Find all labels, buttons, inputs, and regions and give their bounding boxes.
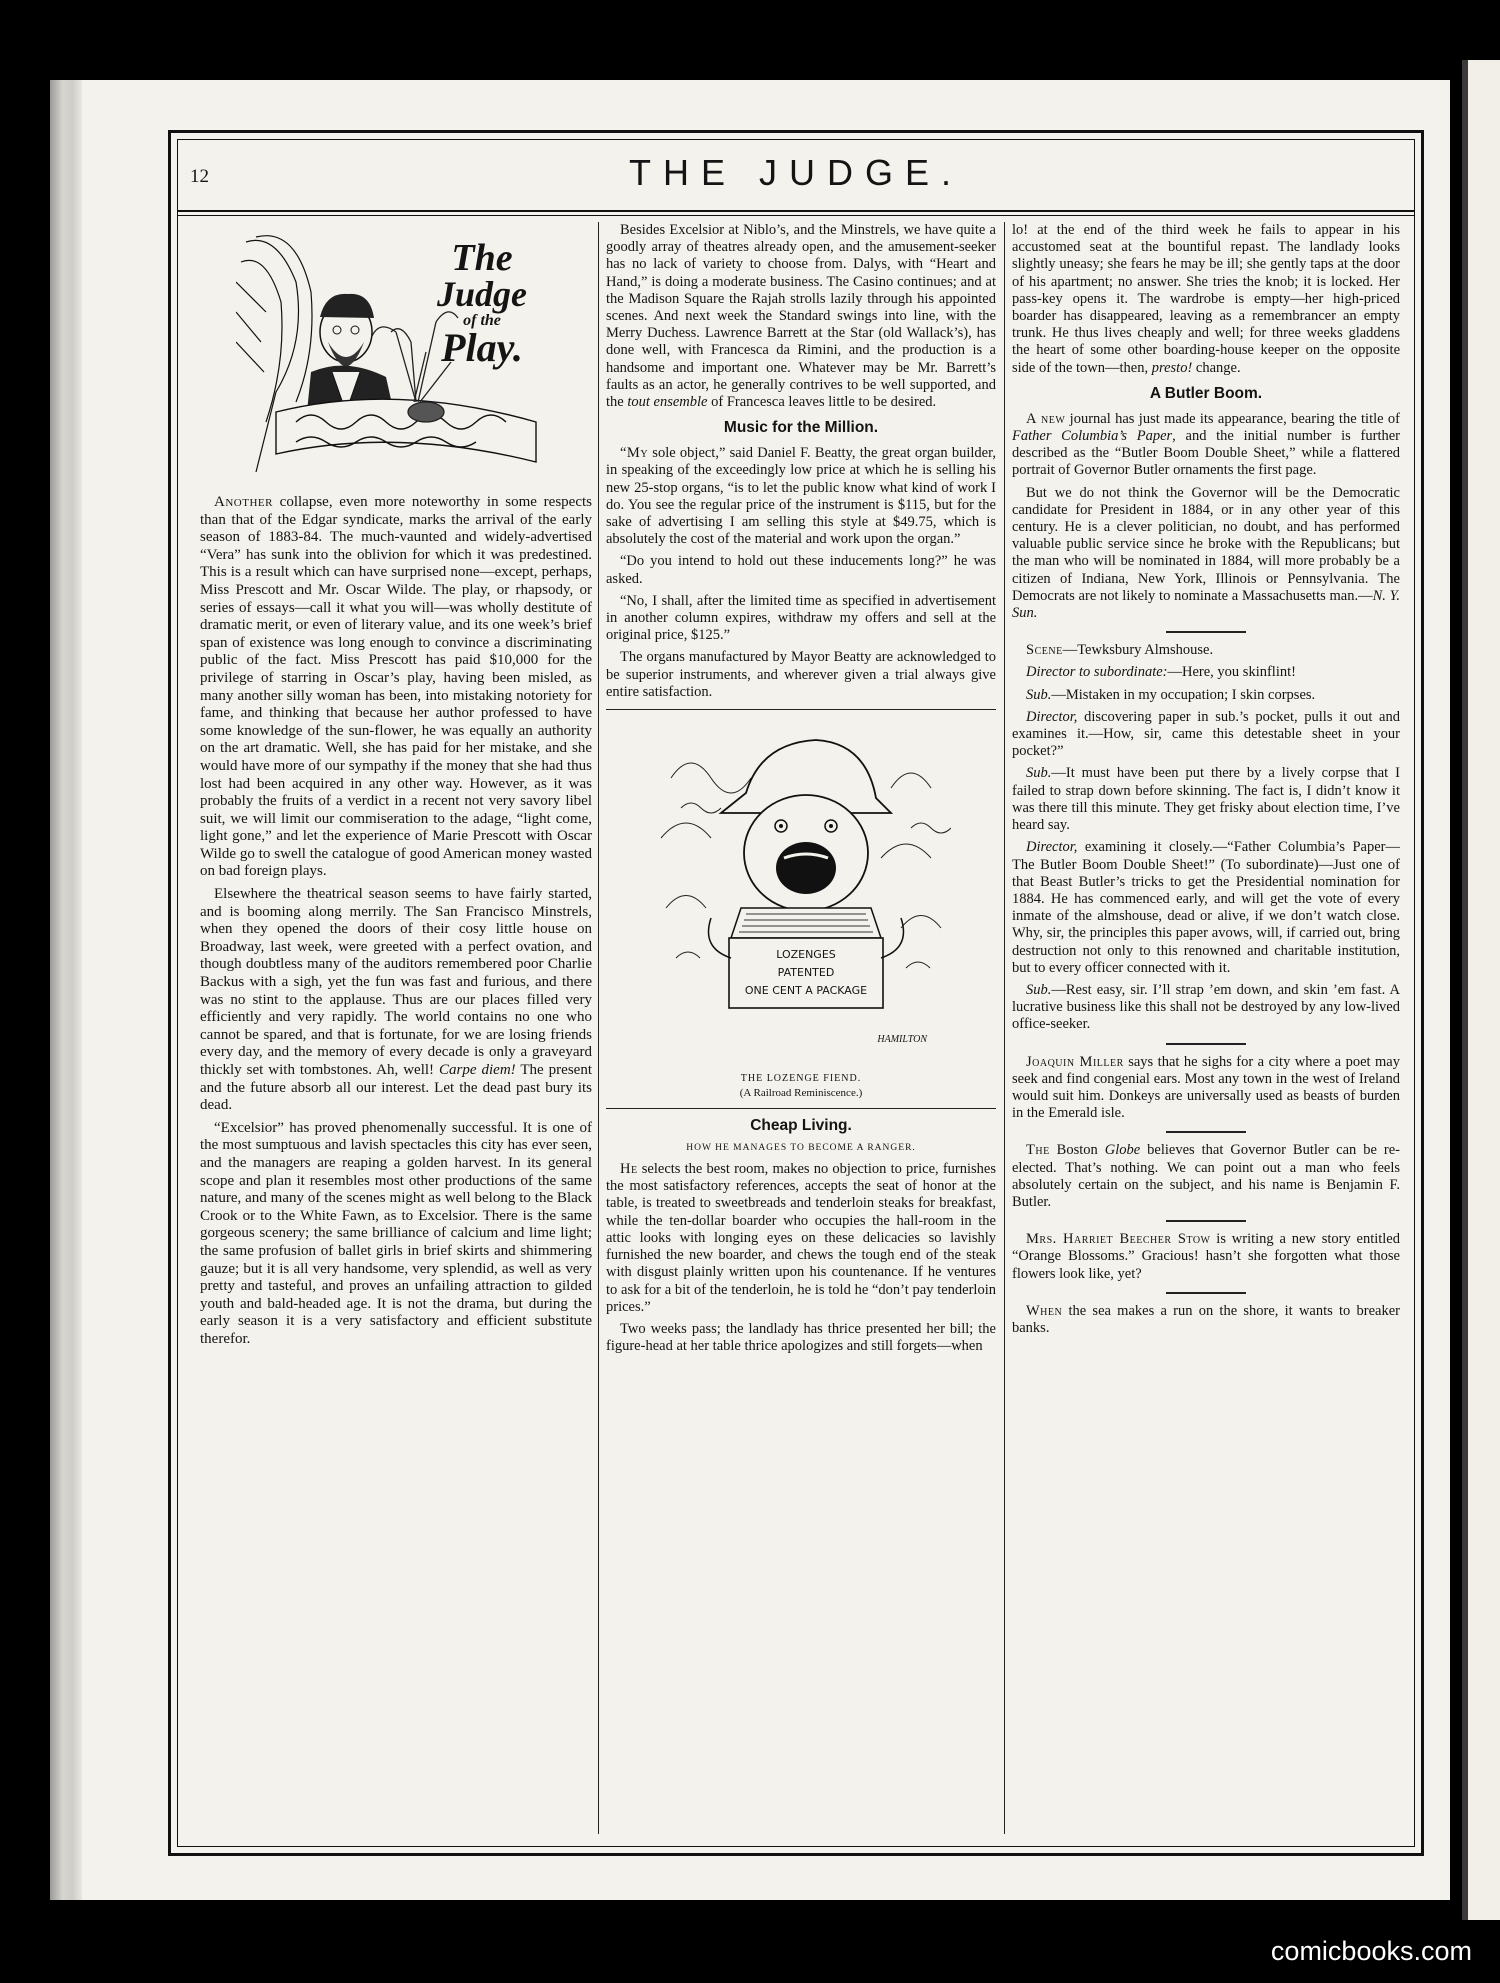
section-rule [1166,1292,1246,1294]
page-number: 12 [190,166,209,187]
dialogue-line: Sub.—It must have been put there by a lively corpse that I failed to strap down before skinning. The fact is, I didn’t know it was there till this minute. They get frisky about election time, I’ve heard say. [1012,765,1400,834]
lozenge-sign [731,946,881,1000]
article-paragraph: Joaquin Miller says that he sighs for a city where a poet may seek and find congenial ears. Most any town in the west of Ireland would suit him. Donkeys are universally used as beasts of burden in the Emerald isle. [1012,1053,1400,1122]
masthead-rule-thin [178,215,1414,216]
binding-edge [50,80,82,1900]
section-rule [1166,1131,1246,1133]
column-rule [598,222,599,1834]
article-paragraph: Mrs. Harriet Beecher Stow is writing a new story entitled “Orange Blossoms.” Gracious! hasn’t she forgotten what those flowers look like, yet? [1012,1231,1400,1282]
column-rule [1004,222,1005,1834]
header-word-judge: Judge [437,274,527,314]
article-paragraph: Elsewhere the theatrical season seems to have fairly started, and is booming along merrily. The San Francisco Minstrels, when they opened the doors of their cosy little house on Broadway, last week, were greeted with a perfect ovation, and though doubtless many of the auditors remembered poor Charlie Backus with a sigh, yet the fun was fast and furious, and there was no stint to the applause. Thus are our places filled very efficiently and very rapidly. The world contains no one who cannot be spared, and that is fortunate, for we are losing friends every day, and the memory of every decade is only a graveyard thickly set with tombstones. Ah, well! Carpe diem! The present and the future absorb all our interest. Let the dead past bury its dead. [200,886,592,1114]
lozenge-fiend-cartoon [651,718,951,1068]
headline-butler-boom: A Butler Boom. [1149,384,1263,402]
article-paragraph: Besides Excelsior at Niblo’s, and the Minstrels, we have quite a goodly array of theatres already open, and the amusement-seeker has no lack of variety to choose from. Dalys, with “Heart and Hand,” is doing a moderate business. The Casino continues; and at the Madison Square the Rajah strolls lazily through his appointed scenes. And next week the Standard swings into line, with the Merry Duchess. Lawrence Barrett at the Star (old Wallack’s), has done well, with Francesca da Rimini, and the production is a handsome and important one. Whatever may be Mr. Barrett’s faults as an actor, he generally contrives to be well supported, and the tout ensemble of Francesca leaves little to be desired. [606,222,996,411]
column-3 [1012,222,1400,1838]
column-2 [606,222,996,1838]
article-paragraph: When the sea makes a run on the shore, it wants to breaker banks. [1012,1302,1400,1336]
dialogue-line: Sub.—Rest easy, sir. I’ll strap ’em down, and skin ’em fast. A lucrative business like this shall not be destroyed by any low-lived office-seeker. [1012,981,1400,1033]
header-word-the: The [451,237,513,279]
dialogue-line: Director to subordinate:—Here, you skinflint! [1026,664,1296,681]
facing-page-edge [1462,60,1500,1920]
artist-signature: HAMILTON [877,1034,927,1046]
watermark-logo: comicbooks.com [1270,1936,1472,1966]
lozenge-fiend-svg [651,718,951,1068]
dialogue-line: Sub.—Mistaken in my occupation; I skin corpses. [1026,686,1316,703]
article-paragraph: Two weeks pass; the landlady has thrice presented her bill; the figure-head at her table thrice apologizes and still forgets—when [606,1320,996,1355]
section-rule [1166,1220,1246,1222]
sign-lozenges: LOZENGES [776,948,836,962]
headline-cheap-living: Cheap Living. [750,1117,852,1135]
header-lettering [408,237,556,370]
article-paragraph: “Excelsior” has proved phenomenally successful. It is one of the most sumptuous and lavish spectacles this city has ever seen, and the managers are reaping a golden harvest. In its general scope and plan it resembles most other productions of the same nature, and many of the scenes might as well belong to the Black Crook or to the White Fawn, as to Excelsior. There is the same gorgeous scenery; the same brilliance of calcium and lime light; the same profusion of ballet girls in brief skirts and shimmering gauze; but it is all very handsome, very splendid, as well as very pretty and tasteful, and proves an unfailing attraction to gilded youth and bald-headed age. It is not the drama, but during the early season it is a very satisfactory and efficient substitute therefor. [200,1119,592,1347]
article-paragraph: “My sole object,” said Daniel F. Beatty, the great organ builder, in speaking of the exceedingly low price at which he is selling his new 25-stop organs, “is to let the public know what kind of work I do. You see the regular price of the instrument is $115, but for the sake of advertising I am selling this style at $49.75, which is absolutely the cost of the material and work upon the organ.” [606,445,996,548]
article-paragraph: The Boston Globe believes that Governor Butler can be re-elected. That’s nothing. We can point out a man who feels absolutely certain on the subject, and his name is Benjamin F. Butler. [1012,1142,1400,1210]
masthead [178,140,1414,216]
article-paragraph: The organs manufactured by Mayor Beatty are acknowledged to be superior instruments, and wherever given a trial always give entire satisfaction. [606,649,996,700]
fiend-head [721,740,891,911]
masthead-title: THE JUDGE. [628,152,963,193]
page-frame [168,130,1424,1856]
header-word-of-the: of the [463,312,501,329]
sign-one-cent: ONE CENT A PACKAGE [744,984,868,998]
article-paragraph: “Do you intend to hold out these inducements long?” he was asked. [606,553,996,587]
article-paragraph: lo! at the end of the third week he fails to appear in his accustomed seat at the bountiful repast. The landlady looks slightly uneasy; she fears he may be ill; she gently taps at the door of his apartment; no answer. She tries the knob; it is locked. Her pass-key opens it. The wardrobe is empty—her high-priced boarder has disappeared, leaving as a remembrancer an empty trunk. He thus lives cheaply and well; for three weeks gladdens the heart of some other boarding-house keeper on the opposite side of the town—then, presto! change. [1012,222,1400,376]
column-1 [200,222,592,1838]
sign-patented: PATENTED [777,966,835,980]
page-gutter [1462,60,1468,1920]
section-rule [1166,631,1246,633]
article-paragraph: Scene—Tewksbury Almshouse. [1026,642,1214,659]
caption-title: THE LOZENGE FIEND. [740,1073,862,1085]
section-rule [1166,1043,1246,1045]
dialogue-line: Director, examining it closely.—“Father Columbia’s Paper—The Butler Boom Double Sheet!” (To subordinate)—Just one of that Beast Butler’s tricks to get the Presidential nomination for 1884. He has commenced early, and will get the vote of every inmate of the almshouse, dead or alive, if we don’t watch close. Why, sir, the principles this paper avows, will, if carried out, bring destruction not only to this renowned and charitable institution, but to every officer connected with it. [1012,839,1400,976]
section-rule [606,1108,996,1109]
article-paragraph: A new journal has just made its appearance, bearing the title of Father Columbia’s Paper, and the initial number is further described as the “Butler Boom Double Sheet,” while a flattered portrait of Governor Butler ornaments the first page. [1012,410,1400,479]
article-paragraph: But we do not think the Governor will be the Democratic candidate for President in 1884, or in any other year of this century. He is a clever politician, no doubt, and has performed valuable public service since he broke with the Republicans; but the man who will be nominated in 1884, will more probably be a citizen of Indiana, New York, Illinois or Pennsylvania. The Democrats are not likely to nominate a Massachusetts man.—N. Y. Sun. [1012,484,1400,622]
caption-subtitle: (A Railroad Reminiscence.) [739,1087,863,1100]
header-word-play: Play. [441,325,523,370]
dialogue-line: Director, discovering paper in sub.’s pocket, pulls it out and examines it.—How, sir, came this detestable sheet in your pocket?” [1012,708,1400,760]
cartoon-caption [606,1072,996,1100]
masthead-rule [178,210,1414,212]
article-paragraph: “No, I shall, after the limited time as specified in advertisement in another column expires, withdraw my offers and sell at the original price, $125.” [606,592,996,644]
section-rule [606,709,996,710]
subheadline: HOW HE MANAGES TO BECOME A RANGER. [686,1143,916,1154]
magazine-page [50,80,1450,1900]
page-frame-inner [177,139,1415,1847]
headline-music-for-the-million: Music for the Million. [723,419,879,437]
article-paragraph: Another collapse, even more noteworthy in some respects than that of the Edgar syndicate, marks the arrival of the early season of 1883-84. The much-vaunted and widely-advertised “Vera” has sunk into the oblivion for which it was predestined. This is a result which can have surprised none—except, perhaps, Miss Prescott and Mr. Oscar Wilde. The play, or rhapsody, or series of essays—call it what you will—was wholly destitute of dramatic merit, or even of literary value, and its one week’s brief span of existence was long enough to convince a discriminating public of the fact. Miss Prescott has paid $10,000 for the privilege of starring in Oscar’s play, having been misled, as many another silly woman has been, into mistaking notoriety for fame, and thinking that because her author professed to have some knowledge of the sun-flower, he was equally an authority on the art dramatic. Well, she has paid for her mistake, and she would have more of our sympathy if the money that she had thus lost had been acquired in any other way. However, as it was probably the fruits of a verdict in a recent not very savory libel suit, we will limit our commiseration to the adage, “light come, light gone,” and let the experience of Marie Prescott with Oscar Wilde go to swell the catalogue of good American money wasted on bad foreign plays. [200,494,592,880]
judge-of-the-play-illustration [236,222,556,484]
article-paragraph: He selects the best room, makes no objection to price, furnishes the most satisfactory references, accepts the seat of honor at the table, is treated to sweetbreads and tenderloin steaks for breakfast, while the ten-dollar boarder who occupies the hall-room in the attic looks with longing eyes on these delicacies so lavishly furnished the new boarder, and chews the tough end of the steak with disgust plainly written upon his countenance. If he ventures to ask for a bit of the tenderloin, he is told he “don’t pay tenderloin prices.” [606,1161,996,1315]
